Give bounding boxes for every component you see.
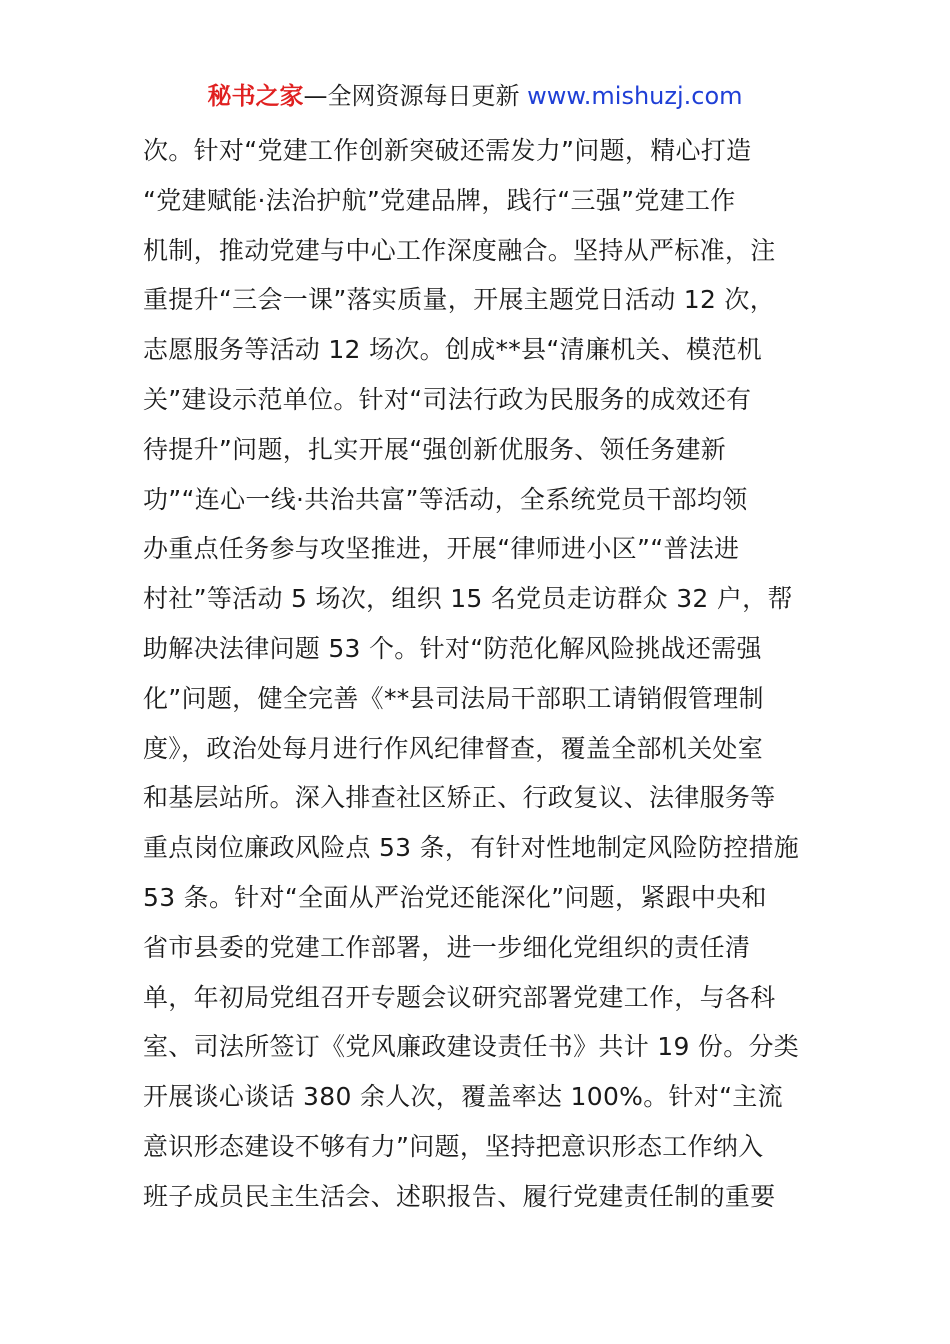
text-line: 和基层站所。深入排查社区矫正、行政复议、法律服务等 <box>143 783 776 813</box>
text-line: 办重点任务参与攻坚推进，开展“律师进小区”“普法进 <box>143 534 740 564</box>
text-line: 班子成员民主生活会、述职报告、履行党建责任制的重要 <box>143 1181 776 1211</box>
text-line: 功”“连心一线·共治共富”等活动，全系统党员干部均领 <box>143 484 748 514</box>
text-line: 重点岗位廉政风险点 53 条，有针对性地制定风险防控措施 <box>143 833 800 863</box>
text-line: 省市县委的党建工作部署，进一步细化党组织的责任清 <box>143 932 751 962</box>
text-line: 开展谈心谈话 380 余人次，覆盖率达 100%。针对“主流 <box>143 1082 783 1112</box>
text-line: 度》，政治处每月进行作风纪律督查，覆盖全部机关处室 <box>143 733 764 763</box>
text-line: 村社”等活动 5 场次，组织 15 名党员走访群众 32 户，帮 <box>143 584 793 614</box>
text-line: 重提升“三会一课”落实质量，开展主题党日活动 12 次， <box>143 285 776 315</box>
document-body <box>143 126 823 1222</box>
header-tagline: —全网资源每日更新 <box>303 82 528 110</box>
text-line: 意识形态建设不够有力”问题，坚持把意识形态工作纳入 <box>143 1131 764 1161</box>
brand-name: 秘书之家 <box>207 82 304 110</box>
text-line: 53 条。针对“全面从严治党还能深化”问题，紧跟中央和 <box>143 882 767 912</box>
text-line: 机制，推动党建与中心工作深度融合。坚持从严标准，注 <box>143 235 776 265</box>
text-line: 室、司法所签订《党风廉政建设责任书》共计 19 份。分类 <box>143 1032 800 1062</box>
text-line: 化”问题，健全完善《**县司法局干部职工请销假管理制 <box>143 683 764 713</box>
site-header <box>0 80 950 112</box>
text-line: 单，年初局党组召开专题会议研究部署党建工作，与各科 <box>143 982 776 1012</box>
text-line: “党建赋能·法治护航”党建品牌，践行“三强”党建工作 <box>143 185 736 215</box>
text-line: 志愿服务等活动 12 场次。创成**县“清廉机关、模范机 <box>143 335 763 365</box>
text-line: 次。针对“党建工作创新突破还需发力”问题，精心打造 <box>143 136 752 165</box>
text-line: 关”建设示范单位。针对“司法行政为民服务的成效还有 <box>143 384 752 414</box>
text-line: 助解决法律问题 53 个。针对“防范化解风险挑战还需强 <box>143 633 762 663</box>
site-url-link[interactable]: www.mishuzj.com <box>527 82 743 110</box>
text-line: 待提升”问题，扎实开展“强创新优服务、领任务建新 <box>143 434 727 464</box>
